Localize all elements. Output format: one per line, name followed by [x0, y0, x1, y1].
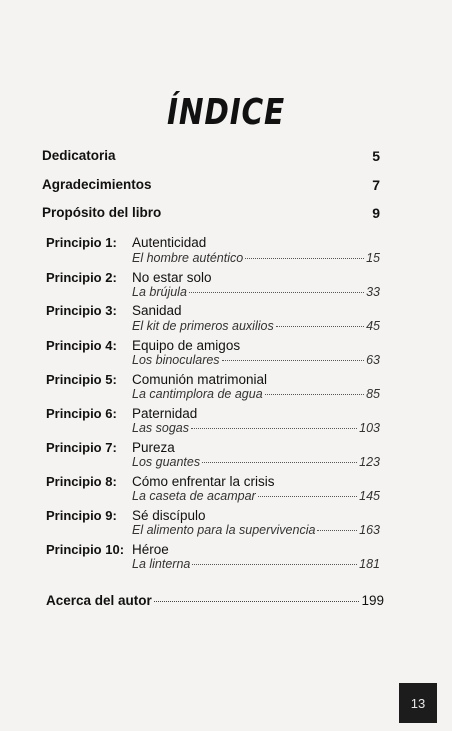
principle-name: Héroe — [132, 542, 169, 557]
toc-entry-agradecimientos — [42, 177, 380, 193]
dot-leader — [202, 462, 357, 463]
dot-leader — [245, 258, 364, 259]
principle-label: Principio 1: — [46, 235, 117, 250]
principle-subentry — [132, 557, 380, 571]
principle-name: Autenticidad — [132, 235, 207, 250]
subentry-title: La brújula — [132, 285, 187, 299]
entry-page: 199 — [361, 593, 384, 608]
subentry-page: 45 — [366, 319, 380, 333]
subentry-page: 123 — [359, 455, 380, 469]
principle-label: Principio 6: — [46, 406, 117, 421]
subentry-title: El hombre auténtico — [132, 251, 244, 265]
dot-leader — [189, 292, 364, 293]
page-number: 13 — [399, 683, 437, 723]
principle-subentry — [132, 285, 380, 299]
dot-leader — [317, 530, 357, 531]
principle-name: Sé discípulo — [132, 508, 206, 523]
dot-leader — [154, 601, 360, 602]
principle-label: Principio 4: — [46, 338, 117, 353]
subentry-title: Los guantes — [132, 455, 201, 469]
subentry-page: 85 — [366, 387, 380, 401]
subentry-title: Las sogas — [132, 421, 189, 435]
subentry-page: 145 — [359, 489, 380, 503]
entry-label: Agradecimientos — [42, 177, 152, 192]
subentry-title: La cantimplora de agua — [132, 387, 263, 401]
principle-subentry — [132, 353, 380, 367]
subentry-title: El alimento para la supervivencia — [132, 523, 316, 537]
principle-subentry — [132, 319, 380, 333]
entry-label: Dedicatoria — [42, 148, 116, 163]
subentry-page: 163 — [359, 523, 380, 537]
principle-subentry — [132, 387, 380, 401]
principle-name: Cómo enfrentar la crisis — [132, 474, 275, 489]
dot-leader — [276, 326, 364, 327]
subentry-title: Los binoculares — [132, 353, 220, 367]
entry-label: Propósito del libro — [42, 205, 162, 220]
toc-entry-proposito — [42, 205, 380, 221]
principle-name: Comunión matrimonial — [132, 372, 268, 387]
subentry-page: 15 — [366, 251, 380, 265]
subentry-title: La linterna — [132, 557, 191, 571]
dot-leader — [222, 360, 365, 361]
principle-label: Principio 9: — [46, 508, 117, 523]
subentry-page: 181 — [359, 557, 380, 571]
principle-name: No estar solo — [132, 270, 212, 285]
subentry-page: 63 — [366, 353, 380, 367]
principle-name: Pureza — [132, 440, 175, 455]
entry-label: Acerca del autor — [46, 593, 152, 608]
principle-subentry — [132, 489, 380, 503]
principle-label: Principio 3: — [46, 303, 117, 318]
entry-page: 5 — [372, 148, 380, 164]
principle-name: Paternidad — [132, 406, 198, 421]
subentry-title: La caseta de acampar — [132, 489, 256, 503]
entry-page: 7 — [372, 177, 380, 193]
entry-page: 9 — [372, 205, 380, 221]
principle-label: Principio 7: — [46, 440, 117, 455]
subentry-page: 103 — [359, 421, 380, 435]
subentry-title: El kit de primeros auxilios — [132, 319, 274, 333]
principle-subentry — [132, 523, 380, 537]
dot-leader — [258, 496, 357, 497]
principle-subentry — [132, 421, 380, 435]
principle-name: Sanidad — [132, 303, 182, 318]
page-title: ÍNDICE — [167, 92, 285, 133]
toc-entry-about-author — [46, 593, 384, 608]
principle-label: Principio 8: — [46, 474, 117, 489]
dot-leader — [192, 564, 357, 565]
principle-subentry — [132, 455, 380, 469]
subentry-page: 33 — [366, 285, 380, 299]
toc-entry-dedicatoria — [42, 148, 380, 164]
principle-label: Principio 2: — [46, 270, 117, 285]
principle-name: Equipo de amigos — [132, 338, 241, 353]
principle-label: Principio 5: — [46, 372, 117, 387]
dot-leader — [265, 394, 364, 395]
dot-leader — [191, 428, 357, 429]
principle-subentry — [132, 251, 380, 265]
principle-label: Principio 10: — [46, 542, 125, 557]
